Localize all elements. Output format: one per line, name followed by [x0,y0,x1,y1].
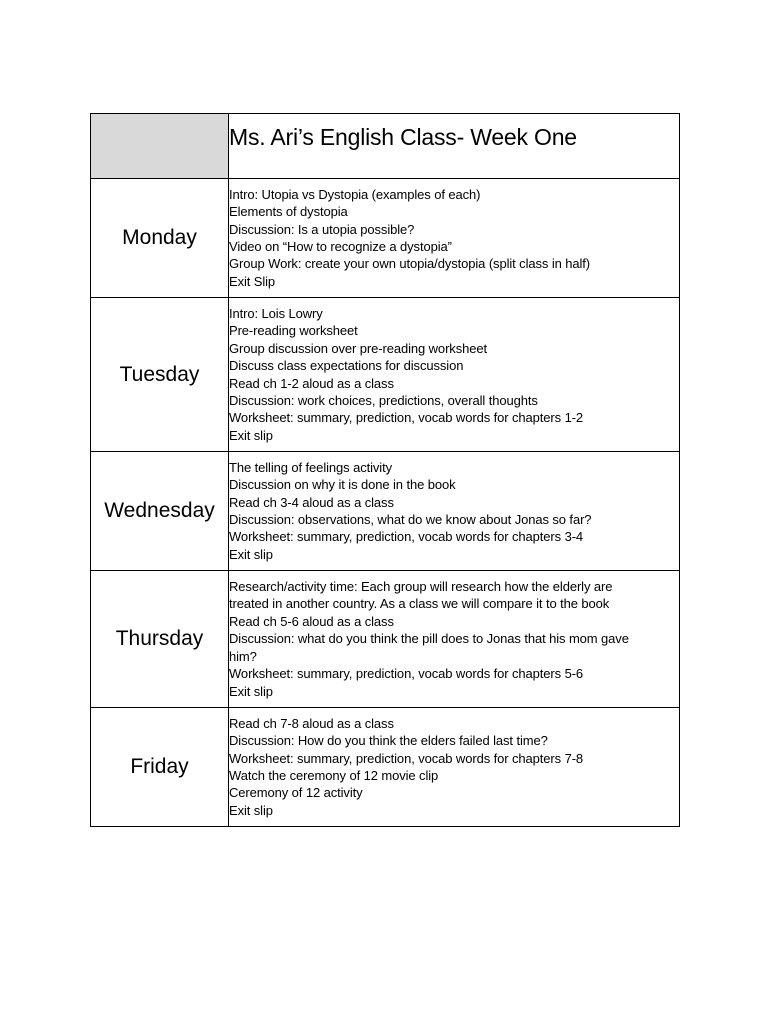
day-label-friday: Friday [91,708,229,827]
activities-thursday [229,571,680,708]
activity-item: Exit slip [229,546,273,562]
activity-item: Pre-reading worksheet [229,323,358,339]
day-row-tuesday [91,298,680,452]
title-cell [229,114,680,179]
day-row-monday [91,179,680,298]
activity-item: Discussion: what do you think the pill does to Jonas that his mom gave [229,631,629,647]
activity-item: Watch the ceremony of 12 movie clip [229,768,439,783]
activity-item: Exit slip [229,802,273,818]
activity-item: Worksheet: summary, prediction, vocab words for chapters 5-6 [229,666,584,682]
day-label-wednesday: Wednesday [91,452,229,571]
activity-item: Ceremony of 12 activity [229,785,363,801]
activity-item: Discussion: Is a utopia possible? [229,221,415,237]
activity-item: him? [229,648,257,664]
activity-item: Exit slip [229,427,273,443]
day-row-friday [91,708,680,827]
activities-wednesday [229,452,680,571]
activity-item: Read ch 1-2 aloud as a class [229,375,394,391]
activity-item: Worksheet: summary, prediction, vocab words for chapters 1-2 [229,410,584,426]
activity-item: Discuss class expectations for discussion [229,358,464,374]
activities-monday [229,179,680,298]
activity-item: Research/activity time: Each group will research how the elderly are [229,579,613,595]
activity-item: Read ch 3-4 aloud as a class [229,494,394,510]
header-row [91,114,680,179]
day-label-tuesday: Tuesday [91,298,229,452]
activity-item: Worksheet: summary, prediction, vocab words for chapters 7-8 [229,750,584,766]
activities-friday [229,708,680,827]
activity-item: Exit Slip [229,273,276,289]
activity-item: Read ch 7-8 aloud as a class [229,715,394,731]
activity-item: Worksheet: summary, prediction, vocab words for chapters 3-4 [229,529,584,545]
activity-item: Discussion: work choices, predictions, overall thoughts [229,392,538,408]
activity-item: Intro: Lois Lowry [229,305,323,321]
weekly-schedule-table [90,113,680,827]
page-title: Ms. Ari’s English Class- Week One [229,123,577,150]
activity-item: Video on “How to recognize a dystopia” [229,239,452,254]
header-corner-cell [91,114,229,179]
activity-item: Read ch 5-6 aloud as a class [229,613,394,629]
activity-item: Group discussion over pre-reading worksheet [229,340,487,356]
activity-item: Group Work: create your own utopia/dystopia (split class in half) [229,256,591,272]
day-label-monday: Monday [91,179,229,298]
activity-item: Exit slip [229,683,273,699]
activity-item: treated in another country. As a class we will compare it to the book [229,596,610,612]
activity-item: The telling of feelings activity [229,459,392,475]
activity-item: Elements of dystopia [229,204,348,220]
day-label-thursday: Thursday [91,571,229,708]
activity-item: Discussion on why it is done in the book [229,477,456,493]
activity-item: Discussion: How do you think the elders failed last time? [229,733,548,749]
day-row-thursday [91,571,680,708]
activities-tuesday [229,298,680,452]
day-row-wednesday [91,452,680,571]
activity-item: Discussion: observations, what do we know about Jonas so far? [229,512,592,527]
activity-item: Intro: Utopia vs Dystopia (examples of each) [229,186,481,202]
